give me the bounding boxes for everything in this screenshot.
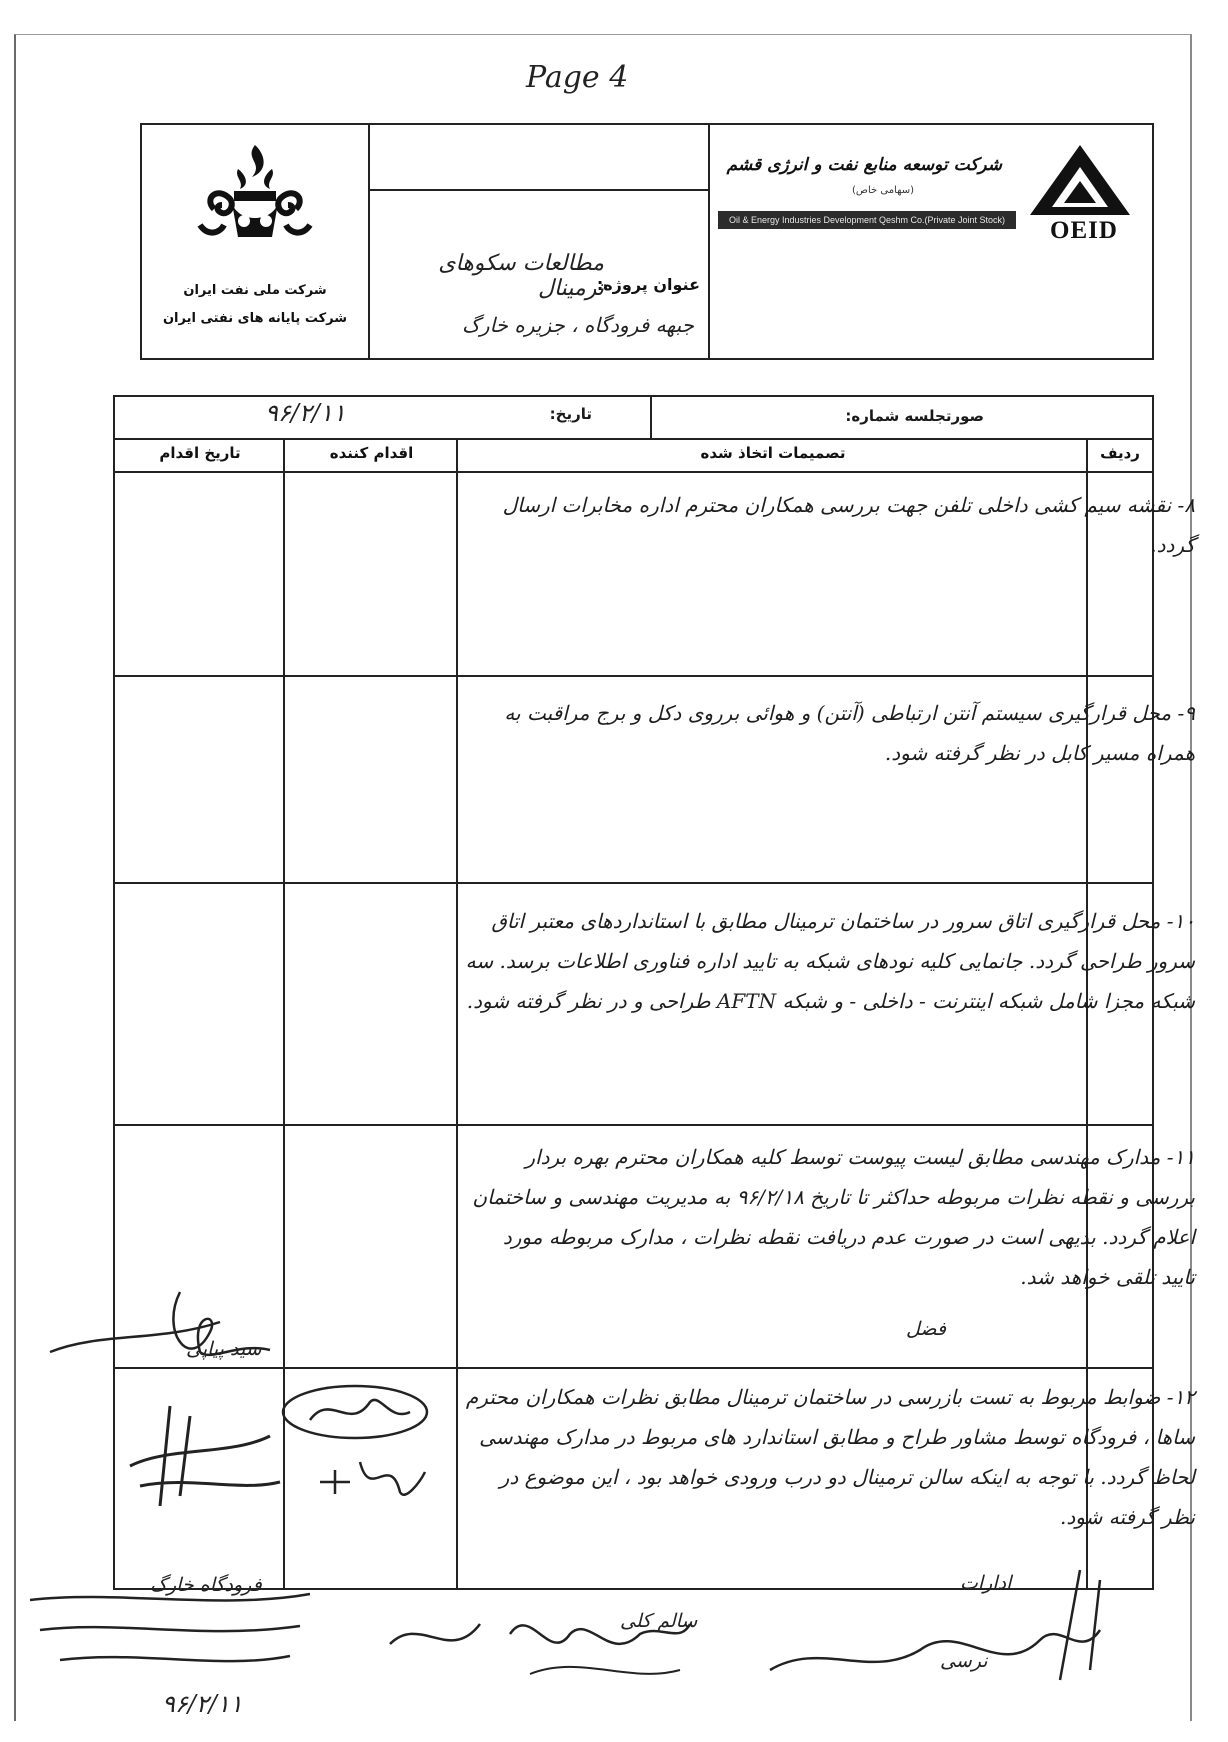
signature-7-image (760, 1560, 1140, 1710)
signer-note: فضل (906, 1318, 946, 1340)
row-divider (115, 675, 1152, 677)
column-header-actor (285, 438, 458, 473)
signature-1-image (40, 1272, 280, 1382)
date-value: ۹۶/۲/۱۱ (265, 399, 346, 427)
oeid-panel (708, 125, 1152, 358)
signature-5-text: فرودگاه خارگ (150, 1574, 262, 1596)
document-header (140, 123, 1154, 360)
project-subtitle: جبهه فرودگاه ، جزیره خارگ (462, 313, 694, 337)
page-number: Page 4 (526, 60, 629, 95)
column-action-date-label: تاریخ اقدام (159, 444, 241, 462)
nioc-name: شرکت ملی نفت ایران (183, 283, 327, 298)
decision-item: ۹- محل قرارگیری سیستم آنتن ارتباطی (آنتن) و هوائی برروی دکل و برج مراقبت به همراه مسیر کابل در نظر گرفته شود. (504, 701, 1195, 765)
minutes-number-label: صورتجلسه شماره: (845, 407, 984, 425)
date-label: تاریخ: (549, 405, 592, 423)
minutes-info-row (115, 397, 1152, 440)
row-divider (115, 882, 1152, 884)
decision-item: ۱۲- ضوابط مربوط به تست بازرسی در ساختمان ترمینال مطابق نظرات همکاران محترم ساها ، فرودگاه توسط مشاور طراح و مطابق استاندارد های مربوط در مدارک مهندسی لحاظ گردد. با توجه به اینکه سالن ترمینال دو درب ورودی خواهد بود ، این موضوع در نظر گرفته شود. (465, 1385, 1195, 1529)
oeid-name-en: Oil & Energy Industries Development Qeshm Co.(Private Joint Stock) (718, 211, 1016, 229)
column-header-action-date (115, 438, 285, 473)
signature-7-text: ادارات (960, 1572, 1012, 1594)
signature-4-image (310, 1442, 430, 1522)
oeid-name-fa: شرکت توسعه منابع نفت و انرژی قشم (726, 155, 1002, 175)
column-header-decisions (458, 438, 1088, 473)
decision-item: ۱۰- محل قرارگیری اتاق سرور در ساختمان ترمینال مطابق با استانداردهای معتبر اتاق سرور طراحی گردد. جانمایی کلیه نودهای شبکه به تایید اداره فناوری اطلاعات برسد. سه شبکه مجزا شامل شبکه اینترنت - داخلی - و شبکه AFTN طراحی و در نظر گرفته شود. (465, 909, 1195, 1013)
bottom-handwritten-date: ۹۶/۲/۱۱ (162, 1690, 243, 1718)
nioc-subsidiary-name: شرکت پایانه های نفتی ایران (162, 311, 348, 326)
oeid-name-fa-sub: (سهامی خاص) (851, 185, 914, 196)
signature-3-image (110, 1396, 290, 1516)
info-divider (650, 397, 652, 438)
signature-6-image (380, 1574, 700, 1694)
decision-item: ۱۱- مدارک مهندسی مطابق لیست پیوست توسط کلیه همکاران محترم بهره بردار بررسی و نقطه نظرات مربوطه حداکثر تا تاریخ ۹۶/۲/۱۸ به مدیریت مهندسی و ساختمان اعلام گردد. بدیهی است در صورت عدم دریافت نقطه نظرات ، مدارک مربوطه مورد تایید تلقی خواهد شد. (472, 1145, 1195, 1289)
signature-2-image (270, 1372, 440, 1452)
column-divider (456, 438, 458, 1588)
signature-8-text: نرسی (940, 1650, 988, 1672)
column-header-row (1088, 438, 1152, 473)
row-divider (115, 1124, 1152, 1126)
project-label: عنوان پروژه: (596, 275, 700, 294)
signature-6-text: سالم کلی (620, 1610, 698, 1632)
project-title: مطالعات سکوهای ترمینال (438, 251, 604, 301)
nioc-logo-icon (194, 141, 316, 245)
column-actor-label: اقدام کننده (329, 444, 414, 462)
column-row-label: ردیف (1100, 444, 1140, 462)
oeid-short-name: OEID (1050, 217, 1118, 244)
project-panel-top-cell (368, 125, 708, 191)
signature-1-text: سید پیاپی (186, 1338, 262, 1360)
project-panel (368, 125, 710, 358)
decision-item: ۸- نقشه سیم کشی داخلی تلفن جهت بررسی همکاران محترم اداره مخابرات ارسال گردد. (502, 493, 1195, 557)
column-decisions-label: تصمیمات اتخاذ شده (700, 444, 846, 462)
nioc-panel (142, 125, 370, 358)
